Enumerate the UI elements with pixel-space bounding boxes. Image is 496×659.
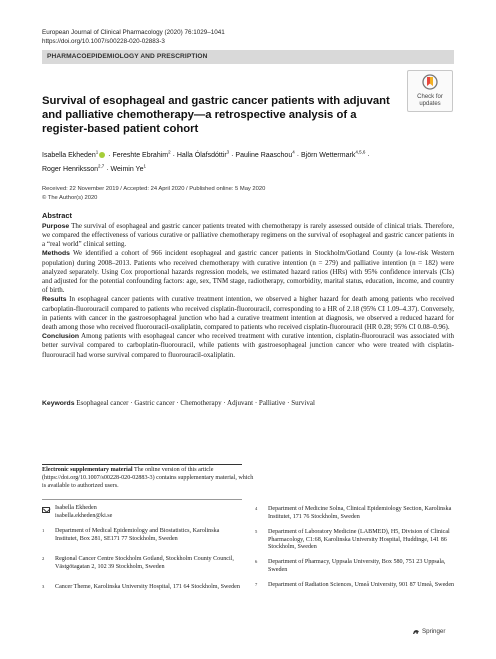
abstract [42,211,454,360]
abstract-heading: Abstract [42,211,72,220]
article-title: Survival of esophageal and gastric cancer patients with adjuvant and palliative chemotherapy—a retrospective analysis of a register-based patient cohort [42,95,390,135]
affiliation-item: 3 Cancer Theme, Karolinska University Hospital, 171 64 Stockholm, Sweden [42,584,240,590]
keywords [42,399,315,408]
keywords-list: Esophageal cancer · Gastric cancer · Chemotherapy · Adjuvant · Palliative · Survival [76,399,315,407]
author[interactable]: Fereshte Ebrahim$^2$ [112,150,171,160]
springer-logo-icon [412,629,420,635]
author[interactable]: Roger Henriksson$^{2,7}$ [42,163,105,174]
supplementary-material-note: Electronic supplementary material The online version of this article (https://doi.org/10.1007/s00228-020-02883-3) contains supplementary material, which is available to authorized users. [42,467,254,489]
publisher-footer [412,628,445,635]
abstract-purpose: Purpose The survival of esophageal and gastric cancer patients treated with chemotherapy is rarely assessed outside of clinical trials. Therefore, we compared the effectiveness of various curative or palliative chemotherapy regimens on the survival of esophageal and gastric cancer patients in a “real world” clinical setting. [42,221,454,249]
contact-email[interactable]: isabella.ekheden@ki.se [55,512,113,519]
envelope-icon [42,507,50,513]
affiliation-item: 4 Department of Medicine Solna, Clinical Epidemiology Section, Karolinska Institutet, 171 76 Stockholm, Sweden [255,506,452,520]
author[interactable]: Isabella Ekheden$^1$ [42,150,99,160]
author[interactable]: Björn Wettermark$^{4,5,6}$ [300,150,366,160]
journal-header [42,28,225,46]
publisher-name: Springer [422,628,446,635]
journal-citation: European Journal of Clinical Pharmacology (2020) 76:1029–1041 [42,29,225,36]
corresponding-author [55,505,112,520]
affiliation-item: 5 Department of Laboratory Medicine (LABMED), H5, Division of Clinical Pharmacology, C1:68, Karolinska University Hospital, Huddinge, 141 86 Stockholm, Sweden [255,529,450,551]
check-for-label: Check for [417,94,443,100]
author-list: Isabella Ekheden$^1$ · Fereshte Ebrahim$^2$ · Halla Ólafsdóttir$^3$ · Pauline Raaschou$^4$ · Björn Wettermark$^{4,5,6}$ · Roger Henriksson$^{2,7}$ · Weimin Ye$^1$ [42,150,370,174]
abstract-methods: Methods We identified a cohort of 966 incident esophageal and gastric cancer patients in Stockholm/Gotland County (a low-risk Western population) during 2008–2013. Patients who received chemotherapy with curative intention (n = 279) and palliative intention (n = 182) were analyzed separately. Using Cox proportional hazards regression models, we estimated hazard ratios (HRs) with 95% confidence intervals (CIs) and adjusted for the potential confounding factors: age, sex, TNM stage, radiotherapy, comorbidity, marital status, education, income, and country of birth. [42,249,454,295]
abstract-results: Results In esophageal cancer patients with curative treatment intention, we observed a higher hazard for death among patients who received carboplatin-fluorouracil compared to patients who received cisplatin-fluorouracil, corresponding to a HR of 2.18 (95% CI 1.09–4.37). Conversely, in patients with cancer in the gastroesophageal junction who had a curative treatment intention at diagnosis, we observed a reduced hazard for death among those who received fluorouracil-oxaliplatin, compared to patients who received cisplatin-fluorouracil (HR 0.28; 95% CI 0.08–0.96). [42,295,454,331]
updates-label: updates [419,100,441,107]
affiliation-item: 7 Department of Radiation Sciences, Umeå University, 901 87 Umeå, Sweden [255,582,455,588]
copyright-line: © The Author(s) 2020 [42,194,98,201]
keywords-label: Keywords [42,400,75,407]
abstract-conclusion: Conclusion Among patients with esophageal cancer who received treatment with curative intention, cisplatin-fluorouracil was associated with better survival compared to carboplatin-fluorouracil, while patients with gastroesophageal junction cancer who were treated with cisplatin-fluorouracil had worse survival compared to fluorouracil-oxaliplatin. [42,332,454,359]
contact-name: Isabella Ekheden [55,505,97,511]
affiliation-item: 1 Department of Medical Epidemiology and Biostatistics, Karolinska Institutet, Box 281, SE171 77 Stockholm, Sweden [42,528,220,542]
update-bookmark-icon [422,74,438,92]
affiliation-item: 2 Regional Cancer Centre Stockholm Gotland, Stockholm County Council, Västgötagatan 2, 102 39 Stockholm, Sweden [42,556,234,570]
publication-dates [42,185,265,202]
orcid-icon[interactable] [99,152,105,158]
author[interactable]: Pauline Raaschou$^4$ [235,150,295,160]
affiliation-item: 6 Department of Pharmacy, Uppsala University, Box 580, 751 23 Uppsala, Sweden [255,559,446,573]
journal-doi-link[interactable]: https://doi.org/10.1007/s00228-020-02883-3 [42,38,165,45]
section-banner: PHARMACOEPIDEMIOLOGY AND PRESCRIPTION [42,50,454,64]
author[interactable]: Halla Ólafsdóttir$^3$ [176,150,230,160]
check-for-updates-badge[interactable] [407,70,453,112]
footnote-divider [42,464,242,465]
dates-line: Received: 22 November 2019 / Accepted: 24 April 2020 / Published online: 5 May 2020 [42,186,266,192]
author[interactable]: Weimin Ye$^1$ [110,163,146,174]
affiliation-divider [42,499,242,500]
